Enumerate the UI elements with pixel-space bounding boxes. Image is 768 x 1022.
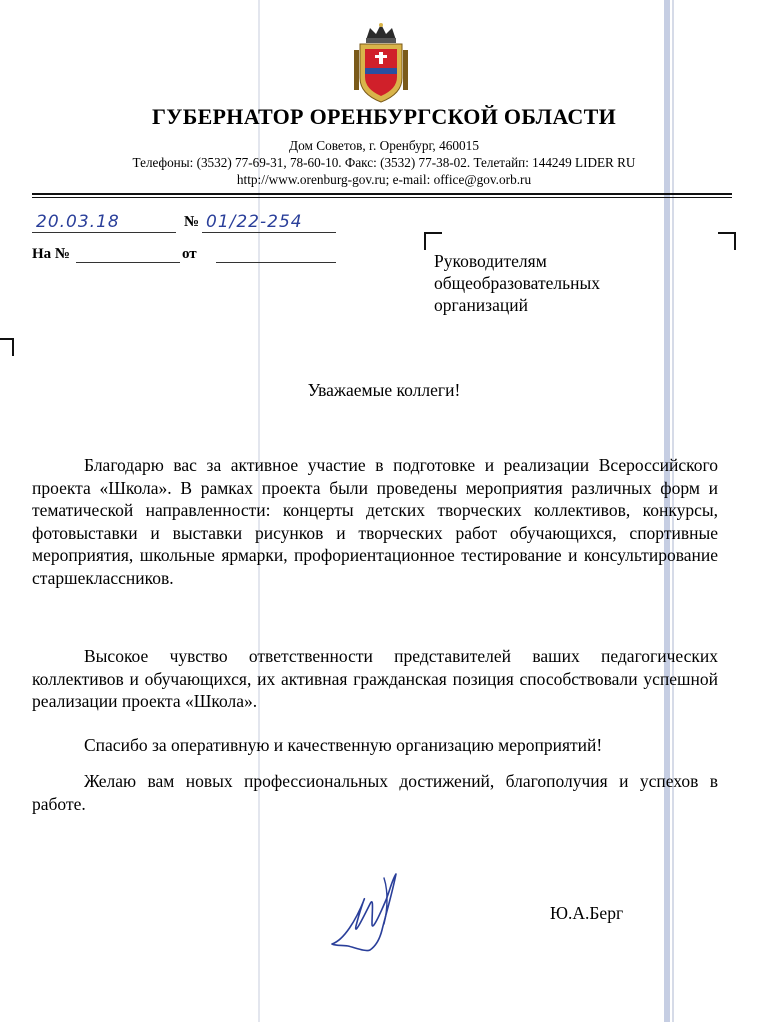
address-corner-mark (718, 232, 736, 250)
letter-paragraph: Благодарю вас за активное участие в подготовке и реализации Всероссийского проекта «Школа». В рамках проекта были проведены мероприятия различных форм и тематической направленности: концерты детских творческих коллективов, конкурсы, фотовыставки и выставки рисунков и творческих работ обучающихся, спортивные мероприятия, школьные ярмарки, профориентационное тестирование и консультирование старшеклассников. (32, 455, 718, 588)
reference-number-label: На № (32, 246, 70, 262)
reference-from-line (216, 262, 336, 263)
letter-paragraph: Высокое чувство ответственности представителей ваших педагогических коллективов и обучающихся, их активная гражданская позиция способствовали успешной реализации проекта «Школа». (32, 646, 718, 712)
handwritten-signature-icon (326, 870, 416, 960)
registration-number: 01/22-254 (202, 212, 336, 233)
addressee-line: организаций (434, 295, 528, 315)
header-divider (32, 193, 732, 195)
signer-name: Ю.А.Берг (550, 903, 624, 923)
registration-date: 20.03.18 (32, 212, 176, 233)
header-web: http://www.orenburg-gov.ru; e-mail: office@gov.orb.ru (236, 172, 532, 187)
fold-corner-mark (0, 338, 14, 356)
address-corner-mark (424, 232, 442, 250)
salutation: Уважаемые коллеги! (307, 380, 461, 400)
registration-number-label: № (184, 214, 200, 230)
reference-number-line (76, 262, 180, 263)
letter-paragraph: Спасибо за оперативную и качественную организацию мероприятий! (84, 735, 603, 755)
header-divider-thin (32, 197, 732, 198)
addressee-line: Руководителям (434, 251, 547, 271)
addressee-block (434, 250, 600, 316)
orenburg-coat-of-arms-icon (352, 22, 410, 104)
reference-row (32, 246, 352, 270)
header-address: Дом Советов, г. Оренбург, 460015 (289, 138, 479, 153)
addressee-line: общеобразовательных (434, 273, 600, 293)
letter-paragraph: Желаю вам новых профессиональных достижений, благополучия и успехов в работе. (32, 771, 718, 814)
header-phones: Телефоны: (3532) 77-69-31, 78-60-10. Факс: (3532) 77-38-02. Телетайп: 144249 LIDER RU (132, 155, 636, 170)
document-title: ГУБЕРНАТОР ОРЕНБУРГСКОЙ ОБЛАСТИ (152, 104, 616, 129)
reference-from-label: от (182, 246, 197, 262)
